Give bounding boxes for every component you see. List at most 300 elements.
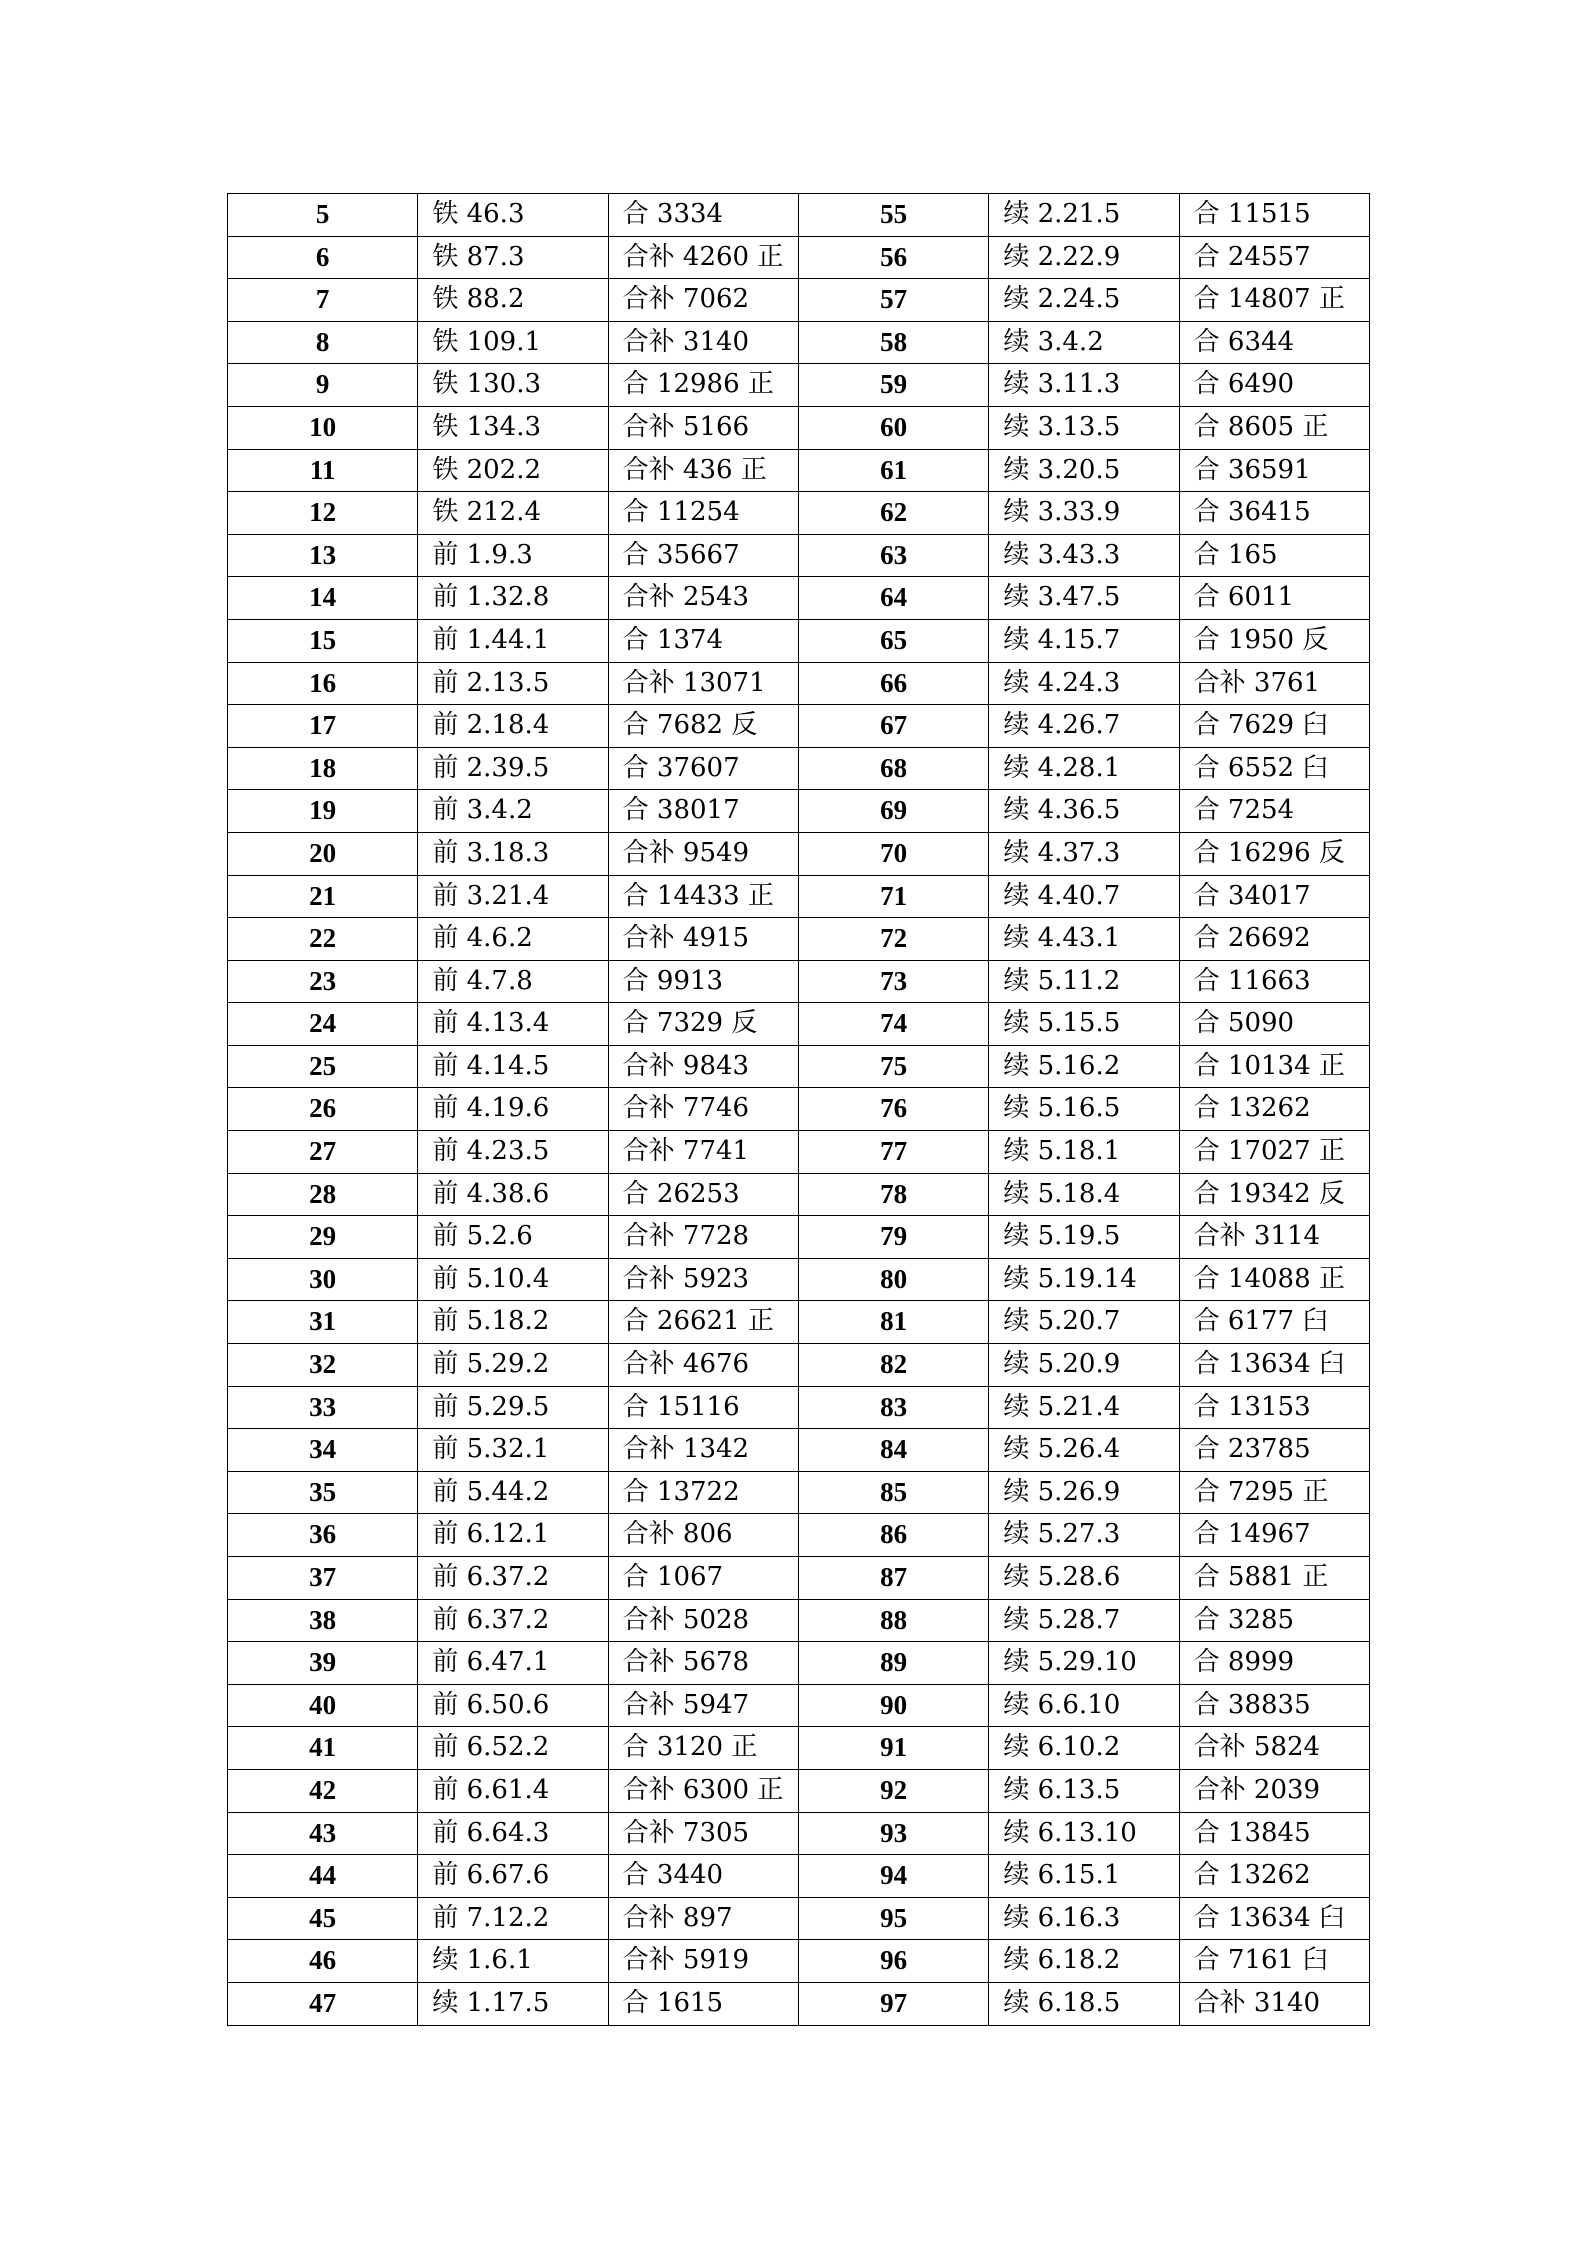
source-ref-left-cell: 前 6.61.4	[418, 1769, 608, 1812]
row-number-right-cell: 62	[798, 492, 988, 535]
row-number-left-cell: 34	[228, 1429, 418, 1472]
heji-ref-left-cell: 合 7329 反	[608, 1003, 798, 1046]
source-ref-right-cell: 续 3.33.9	[989, 492, 1179, 535]
row-number-left-cell: 19	[228, 790, 418, 833]
row-number-left-cell: 23	[228, 960, 418, 1003]
source-ref-right-cell: 续 5.15.5	[989, 1003, 1179, 1046]
table-row	[228, 1301, 1370, 1344]
heji-ref-left-cell: 合补 897	[608, 1897, 798, 1940]
source-ref-left-cell: 前 6.64.3	[418, 1812, 608, 1855]
row-number-left-cell: 43	[228, 1812, 418, 1855]
heji-ref-right-cell: 合 13262	[1179, 1855, 1369, 1898]
source-ref-left-cell: 前 4.7.8	[418, 960, 608, 1003]
heji-ref-left-cell: 合补 7741	[608, 1131, 798, 1174]
row-number-right-cell: 69	[798, 790, 988, 833]
heji-ref-right-cell: 合 10134 正	[1179, 1045, 1369, 1088]
table-row	[228, 1557, 1370, 1600]
heji-ref-right-cell: 合 23785	[1179, 1429, 1369, 1472]
source-ref-left-cell: 铁 87.3	[418, 236, 608, 279]
source-ref-left-cell: 前 4.23.5	[418, 1131, 608, 1174]
heji-ref-left-cell: 合补 5919	[608, 1940, 798, 1983]
row-number-right-cell: 85	[798, 1471, 988, 1514]
source-ref-right-cell: 续 6.18.5	[989, 1982, 1179, 2025]
row-number-right-cell: 59	[798, 364, 988, 407]
heji-ref-right-cell: 合 13153	[1179, 1386, 1369, 1429]
row-number-right-cell: 56	[798, 236, 988, 279]
row-number-left-cell: 22	[228, 918, 418, 961]
row-number-left-cell: 29	[228, 1216, 418, 1259]
heji-ref-left-cell: 合补 5678	[608, 1642, 798, 1685]
row-number-left-cell: 33	[228, 1386, 418, 1429]
row-number-right-cell: 64	[798, 577, 988, 620]
heji-ref-left-cell: 合 1067	[608, 1557, 798, 1600]
table-row	[228, 1173, 1370, 1216]
table-row	[228, 1088, 1370, 1131]
table-row	[228, 1599, 1370, 1642]
source-ref-left-cell: 铁 134.3	[418, 406, 608, 449]
source-ref-right-cell: 续 5.19.5	[989, 1216, 1179, 1259]
heji-ref-right-cell: 合 13634 臼	[1179, 1897, 1369, 1940]
source-ref-right-cell: 续 6.16.3	[989, 1897, 1179, 1940]
table-body	[228, 194, 1370, 2026]
row-number-left-cell: 11	[228, 449, 418, 492]
row-number-right-cell: 83	[798, 1386, 988, 1429]
heji-ref-right-cell: 合 16296 反	[1179, 832, 1369, 875]
heji-ref-right-cell: 合 7629 臼	[1179, 705, 1369, 748]
concordance-table	[227, 193, 1370, 2026]
source-ref-right-cell: 续 5.26.9	[989, 1471, 1179, 1514]
heji-ref-left-cell: 合补 3140	[608, 321, 798, 364]
row-number-left-cell: 5	[228, 194, 418, 237]
row-number-left-cell: 30	[228, 1258, 418, 1301]
heji-ref-left-cell: 合补 6300 正	[608, 1769, 798, 1812]
heji-ref-left-cell: 合 9913	[608, 960, 798, 1003]
row-number-left-cell: 14	[228, 577, 418, 620]
source-ref-left-cell: 前 6.47.1	[418, 1642, 608, 1685]
source-ref-right-cell: 续 3.11.3	[989, 364, 1179, 407]
table-row	[228, 236, 1370, 279]
heji-ref-left-cell: 合补 436 正	[608, 449, 798, 492]
row-number-left-cell: 18	[228, 747, 418, 790]
source-ref-left-cell: 前 6.67.6	[418, 1855, 608, 1898]
heji-ref-left-cell: 合补 1342	[608, 1429, 798, 1472]
table-row	[228, 1003, 1370, 1046]
heji-ref-left-cell: 合补 4676	[608, 1344, 798, 1387]
heji-ref-right-cell: 合 24557	[1179, 236, 1369, 279]
table-row	[228, 1045, 1370, 1088]
row-number-right-cell: 93	[798, 1812, 988, 1855]
heji-ref-left-cell: 合补 9843	[608, 1045, 798, 1088]
table-row	[228, 364, 1370, 407]
row-number-left-cell: 24	[228, 1003, 418, 1046]
heji-ref-left-cell: 合 3120 正	[608, 1727, 798, 1770]
source-ref-right-cell: 续 4.26.7	[989, 705, 1179, 748]
table-row	[228, 1471, 1370, 1514]
source-ref-left-cell: 前 4.19.6	[418, 1088, 608, 1131]
row-number-right-cell: 61	[798, 449, 988, 492]
source-ref-right-cell: 续 6.13.5	[989, 1769, 1179, 1812]
table-row	[228, 1982, 1370, 2025]
source-ref-left-cell: 前 7.12.2	[418, 1897, 608, 1940]
heji-ref-left-cell: 合 1374	[608, 619, 798, 662]
heji-ref-left-cell: 合 7682 反	[608, 705, 798, 748]
source-ref-left-cell: 前 5.44.2	[418, 1471, 608, 1514]
heji-ref-left-cell: 合 12986 正	[608, 364, 798, 407]
row-number-left-cell: 7	[228, 279, 418, 322]
row-number-right-cell: 95	[798, 1897, 988, 1940]
heji-ref-right-cell: 合 6344	[1179, 321, 1369, 364]
source-ref-right-cell: 续 2.21.5	[989, 194, 1179, 237]
source-ref-left-cell: 前 2.13.5	[418, 662, 608, 705]
heji-ref-right-cell: 合 11663	[1179, 960, 1369, 1003]
heji-ref-left-cell: 合补 5947	[608, 1684, 798, 1727]
row-number-right-cell: 76	[798, 1088, 988, 1131]
table-row	[228, 619, 1370, 662]
row-number-right-cell: 79	[798, 1216, 988, 1259]
row-number-right-cell: 89	[798, 1642, 988, 1685]
row-number-right-cell: 60	[798, 406, 988, 449]
heji-ref-left-cell: 合补 5923	[608, 1258, 798, 1301]
heji-ref-left-cell: 合补 7062	[608, 279, 798, 322]
table-row	[228, 534, 1370, 577]
source-ref-right-cell: 续 4.28.1	[989, 747, 1179, 790]
heji-ref-right-cell: 合 7295 正	[1179, 1471, 1369, 1514]
heji-ref-left-cell: 合 3440	[608, 1855, 798, 1898]
row-number-right-cell: 84	[798, 1429, 988, 1472]
source-ref-left-cell: 铁 88.2	[418, 279, 608, 322]
source-ref-right-cell: 续 6.13.10	[989, 1812, 1179, 1855]
row-number-right-cell: 77	[798, 1131, 988, 1174]
source-ref-right-cell: 续 6.15.1	[989, 1855, 1179, 1898]
source-ref-right-cell: 续 3.20.5	[989, 449, 1179, 492]
heji-ref-right-cell: 合 36415	[1179, 492, 1369, 535]
source-ref-left-cell: 前 6.37.2	[418, 1599, 608, 1642]
source-ref-left-cell: 前 5.32.1	[418, 1429, 608, 1472]
heji-ref-right-cell: 合 165	[1179, 534, 1369, 577]
table-row	[228, 194, 1370, 237]
row-number-right-cell: 68	[798, 747, 988, 790]
source-ref-left-cell: 铁 212.4	[418, 492, 608, 535]
heji-ref-left-cell: 合 26253	[608, 1173, 798, 1216]
table-row	[228, 279, 1370, 322]
heji-ref-right-cell: 合 19342 反	[1179, 1173, 1369, 1216]
row-number-right-cell: 75	[798, 1045, 988, 1088]
row-number-left-cell: 20	[228, 832, 418, 875]
table-row	[228, 832, 1370, 875]
row-number-left-cell: 9	[228, 364, 418, 407]
heji-ref-right-cell: 合 13845	[1179, 1812, 1369, 1855]
table-row	[228, 1727, 1370, 1770]
heji-ref-right-cell: 合补 5824	[1179, 1727, 1369, 1770]
source-ref-right-cell: 续 5.20.9	[989, 1344, 1179, 1387]
heji-ref-left-cell: 合补 7728	[608, 1216, 798, 1259]
row-number-right-cell: 72	[798, 918, 988, 961]
source-ref-right-cell: 续 5.16.5	[989, 1088, 1179, 1131]
source-ref-right-cell: 续 6.10.2	[989, 1727, 1179, 1770]
source-ref-left-cell: 前 4.6.2	[418, 918, 608, 961]
heji-ref-right-cell: 合 5881 正	[1179, 1557, 1369, 1600]
heji-ref-right-cell: 合 1950 反	[1179, 619, 1369, 662]
row-number-left-cell: 12	[228, 492, 418, 535]
source-ref-left-cell: 铁 109.1	[418, 321, 608, 364]
source-ref-right-cell: 续 5.29.10	[989, 1642, 1179, 1685]
source-ref-left-cell: 续 1.17.5	[418, 1982, 608, 2025]
source-ref-left-cell: 前 5.2.6	[418, 1216, 608, 1259]
row-number-right-cell: 86	[798, 1514, 988, 1557]
table-row	[228, 1258, 1370, 1301]
row-number-right-cell: 70	[798, 832, 988, 875]
heji-ref-right-cell: 合 36591	[1179, 449, 1369, 492]
row-number-left-cell: 27	[228, 1131, 418, 1174]
source-ref-left-cell: 铁 202.2	[418, 449, 608, 492]
source-ref-right-cell: 续 4.43.1	[989, 918, 1179, 961]
table-row	[228, 747, 1370, 790]
source-ref-left-cell: 前 1.32.8	[418, 577, 608, 620]
source-ref-left-cell: 前 4.13.4	[418, 1003, 608, 1046]
heji-ref-right-cell: 合 8999	[1179, 1642, 1369, 1685]
row-number-left-cell: 47	[228, 1982, 418, 2025]
row-number-right-cell: 87	[798, 1557, 988, 1600]
row-number-right-cell: 97	[798, 1982, 988, 2025]
heji-ref-left-cell: 合 11254	[608, 492, 798, 535]
row-number-left-cell: 39	[228, 1642, 418, 1685]
source-ref-right-cell: 续 4.40.7	[989, 875, 1179, 918]
row-number-left-cell: 8	[228, 321, 418, 364]
row-number-left-cell: 42	[228, 1769, 418, 1812]
heji-ref-left-cell: 合 35667	[608, 534, 798, 577]
row-number-right-cell: 78	[798, 1173, 988, 1216]
row-number-left-cell: 41	[228, 1727, 418, 1770]
row-number-right-cell: 66	[798, 662, 988, 705]
row-number-right-cell: 73	[798, 960, 988, 1003]
row-number-right-cell: 91	[798, 1727, 988, 1770]
source-ref-right-cell: 续 3.43.3	[989, 534, 1179, 577]
heji-ref-right-cell: 合 14088 正	[1179, 1258, 1369, 1301]
heji-ref-left-cell: 合 37607	[608, 747, 798, 790]
heji-ref-right-cell: 合补 3761	[1179, 662, 1369, 705]
row-number-left-cell: 45	[228, 1897, 418, 1940]
source-ref-right-cell: 续 5.27.3	[989, 1514, 1179, 1557]
source-ref-right-cell: 续 5.11.2	[989, 960, 1179, 1003]
source-ref-right-cell: 续 4.15.7	[989, 619, 1179, 662]
heji-ref-right-cell: 合 13634 臼	[1179, 1344, 1369, 1387]
row-number-left-cell: 15	[228, 619, 418, 662]
row-number-left-cell: 21	[228, 875, 418, 918]
row-number-right-cell: 88	[798, 1599, 988, 1642]
row-number-left-cell: 38	[228, 1599, 418, 1642]
table-row	[228, 1514, 1370, 1557]
source-ref-left-cell: 前 6.12.1	[418, 1514, 608, 1557]
source-ref-left-cell: 前 2.18.4	[418, 705, 608, 748]
table-row	[228, 918, 1370, 961]
source-ref-left-cell: 铁 46.3	[418, 194, 608, 237]
source-ref-right-cell: 续 5.20.7	[989, 1301, 1179, 1344]
source-ref-right-cell: 续 5.18.1	[989, 1131, 1179, 1174]
heji-ref-right-cell: 合 7254	[1179, 790, 1369, 833]
table-row	[228, 1131, 1370, 1174]
heji-ref-right-cell: 合补 3140	[1179, 1982, 1369, 2025]
source-ref-right-cell: 续 5.26.4	[989, 1429, 1179, 1472]
row-number-left-cell: 13	[228, 534, 418, 577]
table-row	[228, 1642, 1370, 1685]
heji-ref-left-cell: 合补 9549	[608, 832, 798, 875]
row-number-left-cell: 32	[228, 1344, 418, 1387]
table-row	[228, 1940, 1370, 1983]
heji-ref-right-cell: 合 6490	[1179, 364, 1369, 407]
source-ref-left-cell: 前 3.4.2	[418, 790, 608, 833]
row-number-left-cell: 37	[228, 1557, 418, 1600]
source-ref-left-cell: 前 3.18.3	[418, 832, 608, 875]
row-number-right-cell: 92	[798, 1769, 988, 1812]
heji-ref-left-cell: 合补 2543	[608, 577, 798, 620]
heji-ref-right-cell: 合补 2039	[1179, 1769, 1369, 1812]
heji-ref-left-cell: 合补 5166	[608, 406, 798, 449]
row-number-left-cell: 46	[228, 1940, 418, 1983]
source-ref-left-cell: 前 5.29.2	[418, 1344, 608, 1387]
heji-ref-left-cell: 合补 5028	[608, 1599, 798, 1642]
table-row	[228, 1386, 1370, 1429]
source-ref-right-cell: 续 2.22.9	[989, 236, 1179, 279]
source-ref-left-cell: 前 6.50.6	[418, 1684, 608, 1727]
heji-ref-left-cell: 合补 4915	[608, 918, 798, 961]
heji-ref-left-cell: 合补 7305	[608, 1812, 798, 1855]
source-ref-left-cell: 铁 130.3	[418, 364, 608, 407]
heji-ref-right-cell: 合 7161 臼	[1179, 1940, 1369, 1983]
row-number-left-cell: 17	[228, 705, 418, 748]
heji-ref-left-cell: 合 13722	[608, 1471, 798, 1514]
table-row	[228, 705, 1370, 748]
heji-ref-left-cell: 合 38017	[608, 790, 798, 833]
heji-ref-right-cell: 合补 3114	[1179, 1216, 1369, 1259]
source-ref-right-cell: 续 5.16.2	[989, 1045, 1179, 1088]
row-number-left-cell: 40	[228, 1684, 418, 1727]
row-number-right-cell: 55	[798, 194, 988, 237]
source-ref-right-cell: 续 5.18.4	[989, 1173, 1179, 1216]
source-ref-left-cell: 前 4.14.5	[418, 1045, 608, 1088]
heji-ref-left-cell: 合补 806	[608, 1514, 798, 1557]
source-ref-left-cell: 前 4.38.6	[418, 1173, 608, 1216]
heji-ref-right-cell: 合 3285	[1179, 1599, 1369, 1642]
row-number-right-cell: 81	[798, 1301, 988, 1344]
source-ref-right-cell: 续 3.13.5	[989, 406, 1179, 449]
row-number-left-cell: 6	[228, 236, 418, 279]
heji-ref-left-cell: 合补 13071	[608, 662, 798, 705]
table-row	[228, 406, 1370, 449]
table-row	[228, 1216, 1370, 1259]
row-number-right-cell: 63	[798, 534, 988, 577]
source-ref-right-cell: 续 6.18.2	[989, 1940, 1179, 1983]
table-row	[228, 1897, 1370, 1940]
table-row	[228, 1855, 1370, 1898]
row-number-right-cell: 80	[798, 1258, 988, 1301]
heji-ref-left-cell: 合 14433 正	[608, 875, 798, 918]
source-ref-left-cell: 前 5.10.4	[418, 1258, 608, 1301]
heji-ref-right-cell: 合 6552 臼	[1179, 747, 1369, 790]
heji-ref-right-cell: 合 6011	[1179, 577, 1369, 620]
table-row	[228, 1769, 1370, 1812]
heji-ref-right-cell: 合 14967	[1179, 1514, 1369, 1557]
row-number-left-cell: 28	[228, 1173, 418, 1216]
source-ref-right-cell: 续 5.28.6	[989, 1557, 1179, 1600]
heji-ref-left-cell: 合补 7746	[608, 1088, 798, 1131]
row-number-right-cell: 67	[798, 705, 988, 748]
table-row	[228, 321, 1370, 364]
row-number-left-cell: 25	[228, 1045, 418, 1088]
source-ref-right-cell: 续 5.19.14	[989, 1258, 1179, 1301]
source-ref-left-cell: 前 1.44.1	[418, 619, 608, 662]
row-number-left-cell: 31	[228, 1301, 418, 1344]
row-number-right-cell: 74	[798, 1003, 988, 1046]
heji-ref-right-cell: 合 8605 正	[1179, 406, 1369, 449]
heji-ref-right-cell: 合 6177 臼	[1179, 1301, 1369, 1344]
row-number-right-cell: 94	[798, 1855, 988, 1898]
row-number-right-cell: 58	[798, 321, 988, 364]
heji-ref-left-cell: 合 26621 正	[608, 1301, 798, 1344]
source-ref-left-cell: 前 5.29.5	[418, 1386, 608, 1429]
source-ref-right-cell: 续 2.24.5	[989, 279, 1179, 322]
source-ref-left-cell: 前 1.9.3	[418, 534, 608, 577]
row-number-right-cell: 90	[798, 1684, 988, 1727]
source-ref-right-cell: 续 4.37.3	[989, 832, 1179, 875]
table-row	[228, 1429, 1370, 1472]
source-ref-right-cell: 续 3.4.2	[989, 321, 1179, 364]
source-ref-right-cell: 续 5.28.7	[989, 1599, 1179, 1642]
table-row	[228, 790, 1370, 833]
source-ref-right-cell: 续 6.6.10	[989, 1684, 1179, 1727]
heji-ref-right-cell: 合 26692	[1179, 918, 1369, 961]
row-number-left-cell: 26	[228, 1088, 418, 1131]
row-number-left-cell: 44	[228, 1855, 418, 1898]
table-row	[228, 662, 1370, 705]
heji-ref-right-cell: 合 14807 正	[1179, 279, 1369, 322]
source-ref-right-cell: 续 4.36.5	[989, 790, 1179, 833]
row-number-left-cell: 16	[228, 662, 418, 705]
table-row	[228, 492, 1370, 535]
row-number-right-cell: 82	[798, 1344, 988, 1387]
source-ref-left-cell: 前 3.21.4	[418, 875, 608, 918]
row-number-right-cell: 65	[798, 619, 988, 662]
source-ref-left-cell: 前 6.52.2	[418, 1727, 608, 1770]
table-row	[228, 449, 1370, 492]
row-number-right-cell: 96	[798, 1940, 988, 1983]
heji-ref-right-cell: 合 38835	[1179, 1684, 1369, 1727]
heji-ref-left-cell: 合 1615	[608, 1982, 798, 2025]
heji-ref-right-cell: 合 5090	[1179, 1003, 1369, 1046]
source-ref-left-cell: 续 1.6.1	[418, 1940, 608, 1983]
source-ref-left-cell: 前 6.37.2	[418, 1557, 608, 1600]
source-ref-right-cell: 续 5.21.4	[989, 1386, 1179, 1429]
heji-ref-left-cell: 合补 4260 正	[608, 236, 798, 279]
row-number-right-cell: 71	[798, 875, 988, 918]
heji-ref-left-cell: 合 15116	[608, 1386, 798, 1429]
heji-ref-right-cell: 合 13262	[1179, 1088, 1369, 1131]
row-number-left-cell: 36	[228, 1514, 418, 1557]
table-row	[228, 1812, 1370, 1855]
heji-ref-left-cell: 合 3334	[608, 194, 798, 237]
source-ref-right-cell: 续 3.47.5	[989, 577, 1179, 620]
heji-ref-right-cell: 合 34017	[1179, 875, 1369, 918]
row-number-left-cell: 35	[228, 1471, 418, 1514]
table-row	[228, 1684, 1370, 1727]
source-ref-right-cell: 续 4.24.3	[989, 662, 1179, 705]
table-row	[228, 577, 1370, 620]
heji-ref-right-cell: 合 11515	[1179, 194, 1369, 237]
table-row	[228, 960, 1370, 1003]
table-row	[228, 1344, 1370, 1387]
row-number-right-cell: 57	[798, 279, 988, 322]
heji-ref-right-cell: 合 17027 正	[1179, 1131, 1369, 1174]
row-number-left-cell: 10	[228, 406, 418, 449]
